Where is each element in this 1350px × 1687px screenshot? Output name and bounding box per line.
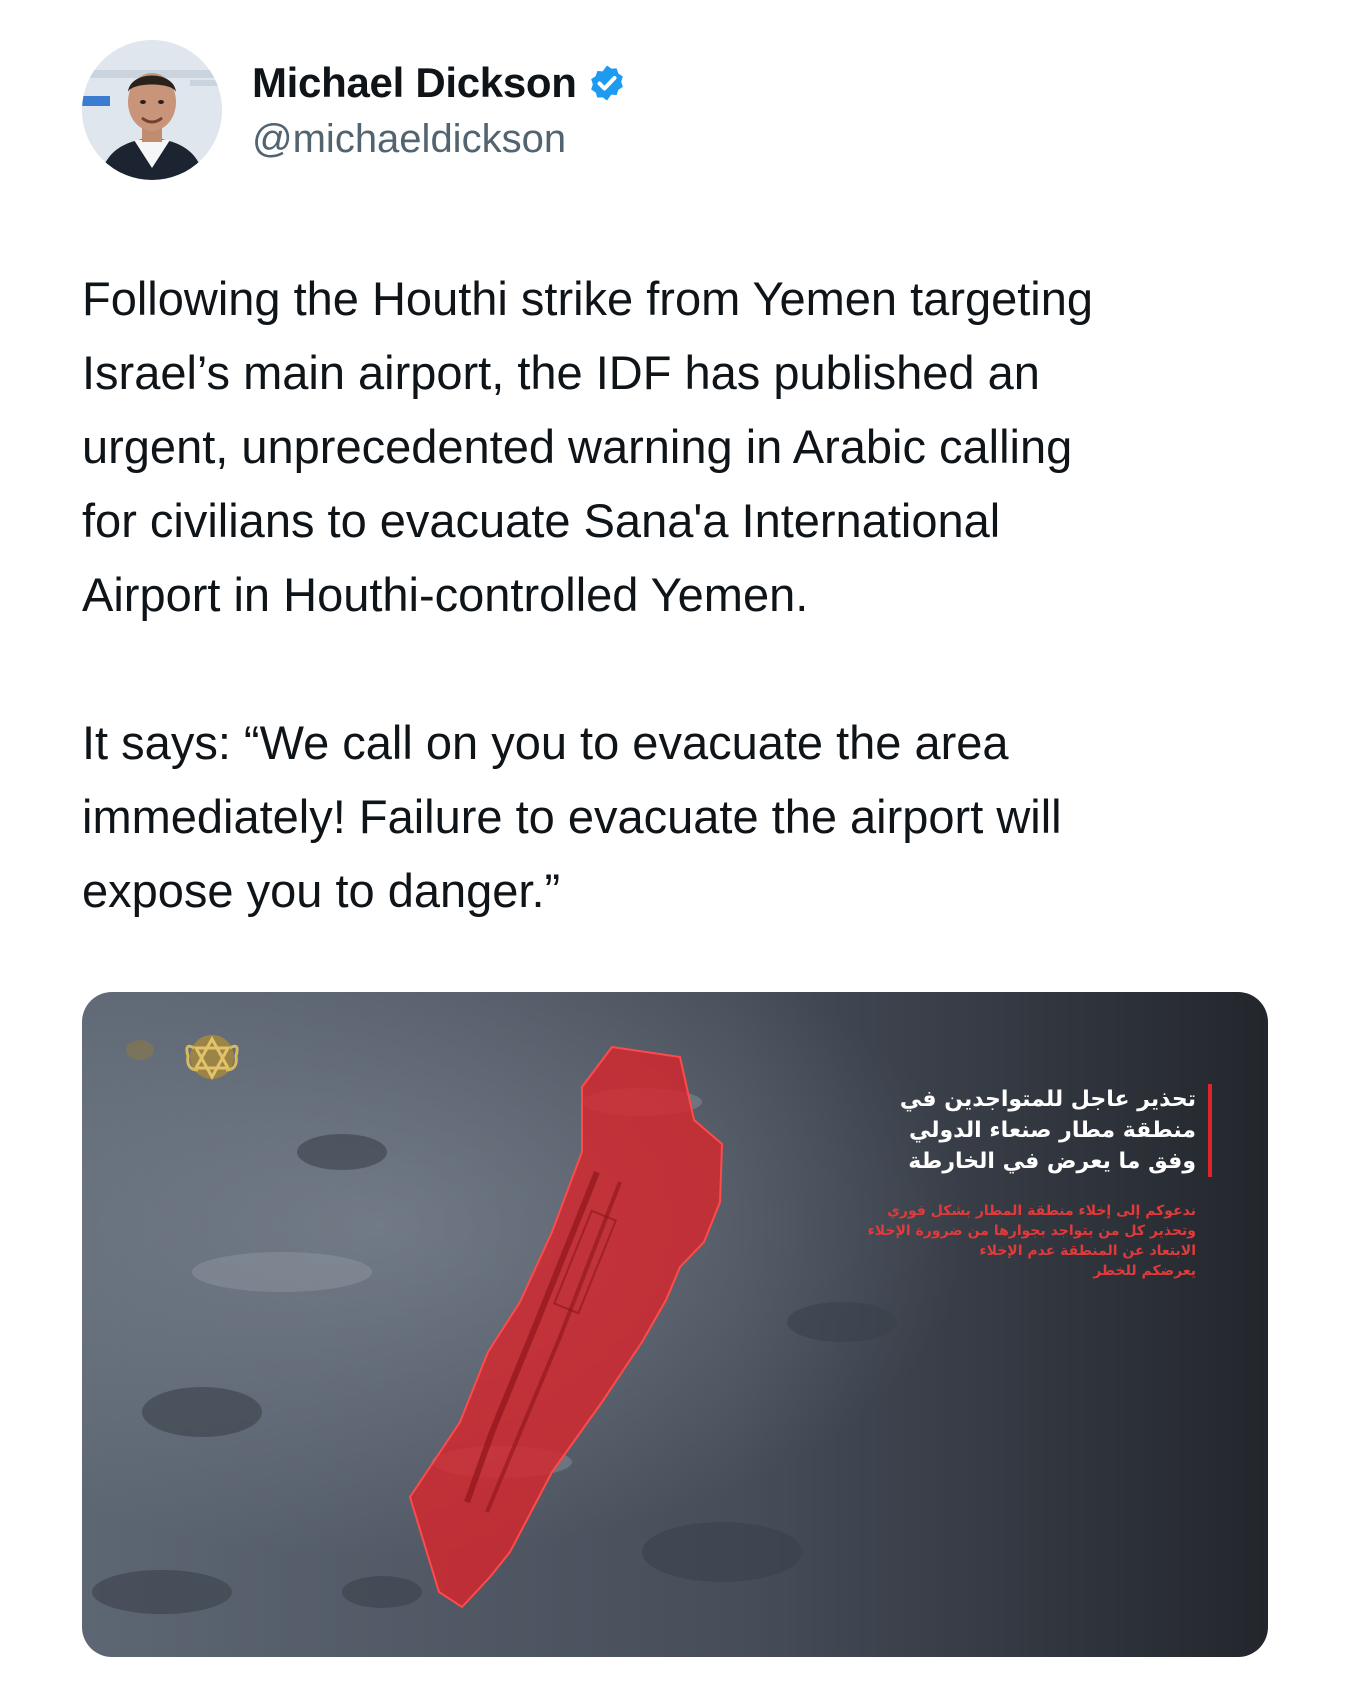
verified-badge-icon <box>587 63 627 103</box>
author-handle[interactable]: @michaeldickson <box>252 116 567 161</box>
display-name-row <box>252 59 627 107</box>
tweet-header <box>82 40 627 180</box>
author-names <box>252 59 627 162</box>
tweet-media[interactable] <box>82 992 1268 1657</box>
display-name[interactable]: Michael Dickson <box>252 58 577 106</box>
avatar[interactable] <box>82 40 222 180</box>
tweet-text: Following the Houthi strike from Yemen targeting Israel’s main airport, the IDF has published an urgent, unprecedented warning in Arabic calling for civilians to evacuate Sana'a International Airport in Houthi-controlled Yemen. It says: “We call on you to evacuate the area immediately! Failure to evacuate the airport will expose you to danger.” <box>82 272 1094 917</box>
warning-overlay <box>792 1084 1212 1281</box>
avatar-image <box>82 40 222 180</box>
warning-title: تحذير عاجل للمتواجدين في منطقة مطار صنعاء الدولي وفق ما يعرض في الخارطة <box>792 1084 1212 1177</box>
warning-body: ندعوكم إلى إخلاء منطقة المطار بشكل فوري وتحذير كل من يتواجد بجوارها من ضرورة الإخلاء الابتعاد عن المنطقة عدم الإخلاء يعرضكم للخطر <box>867 1203 1196 1279</box>
